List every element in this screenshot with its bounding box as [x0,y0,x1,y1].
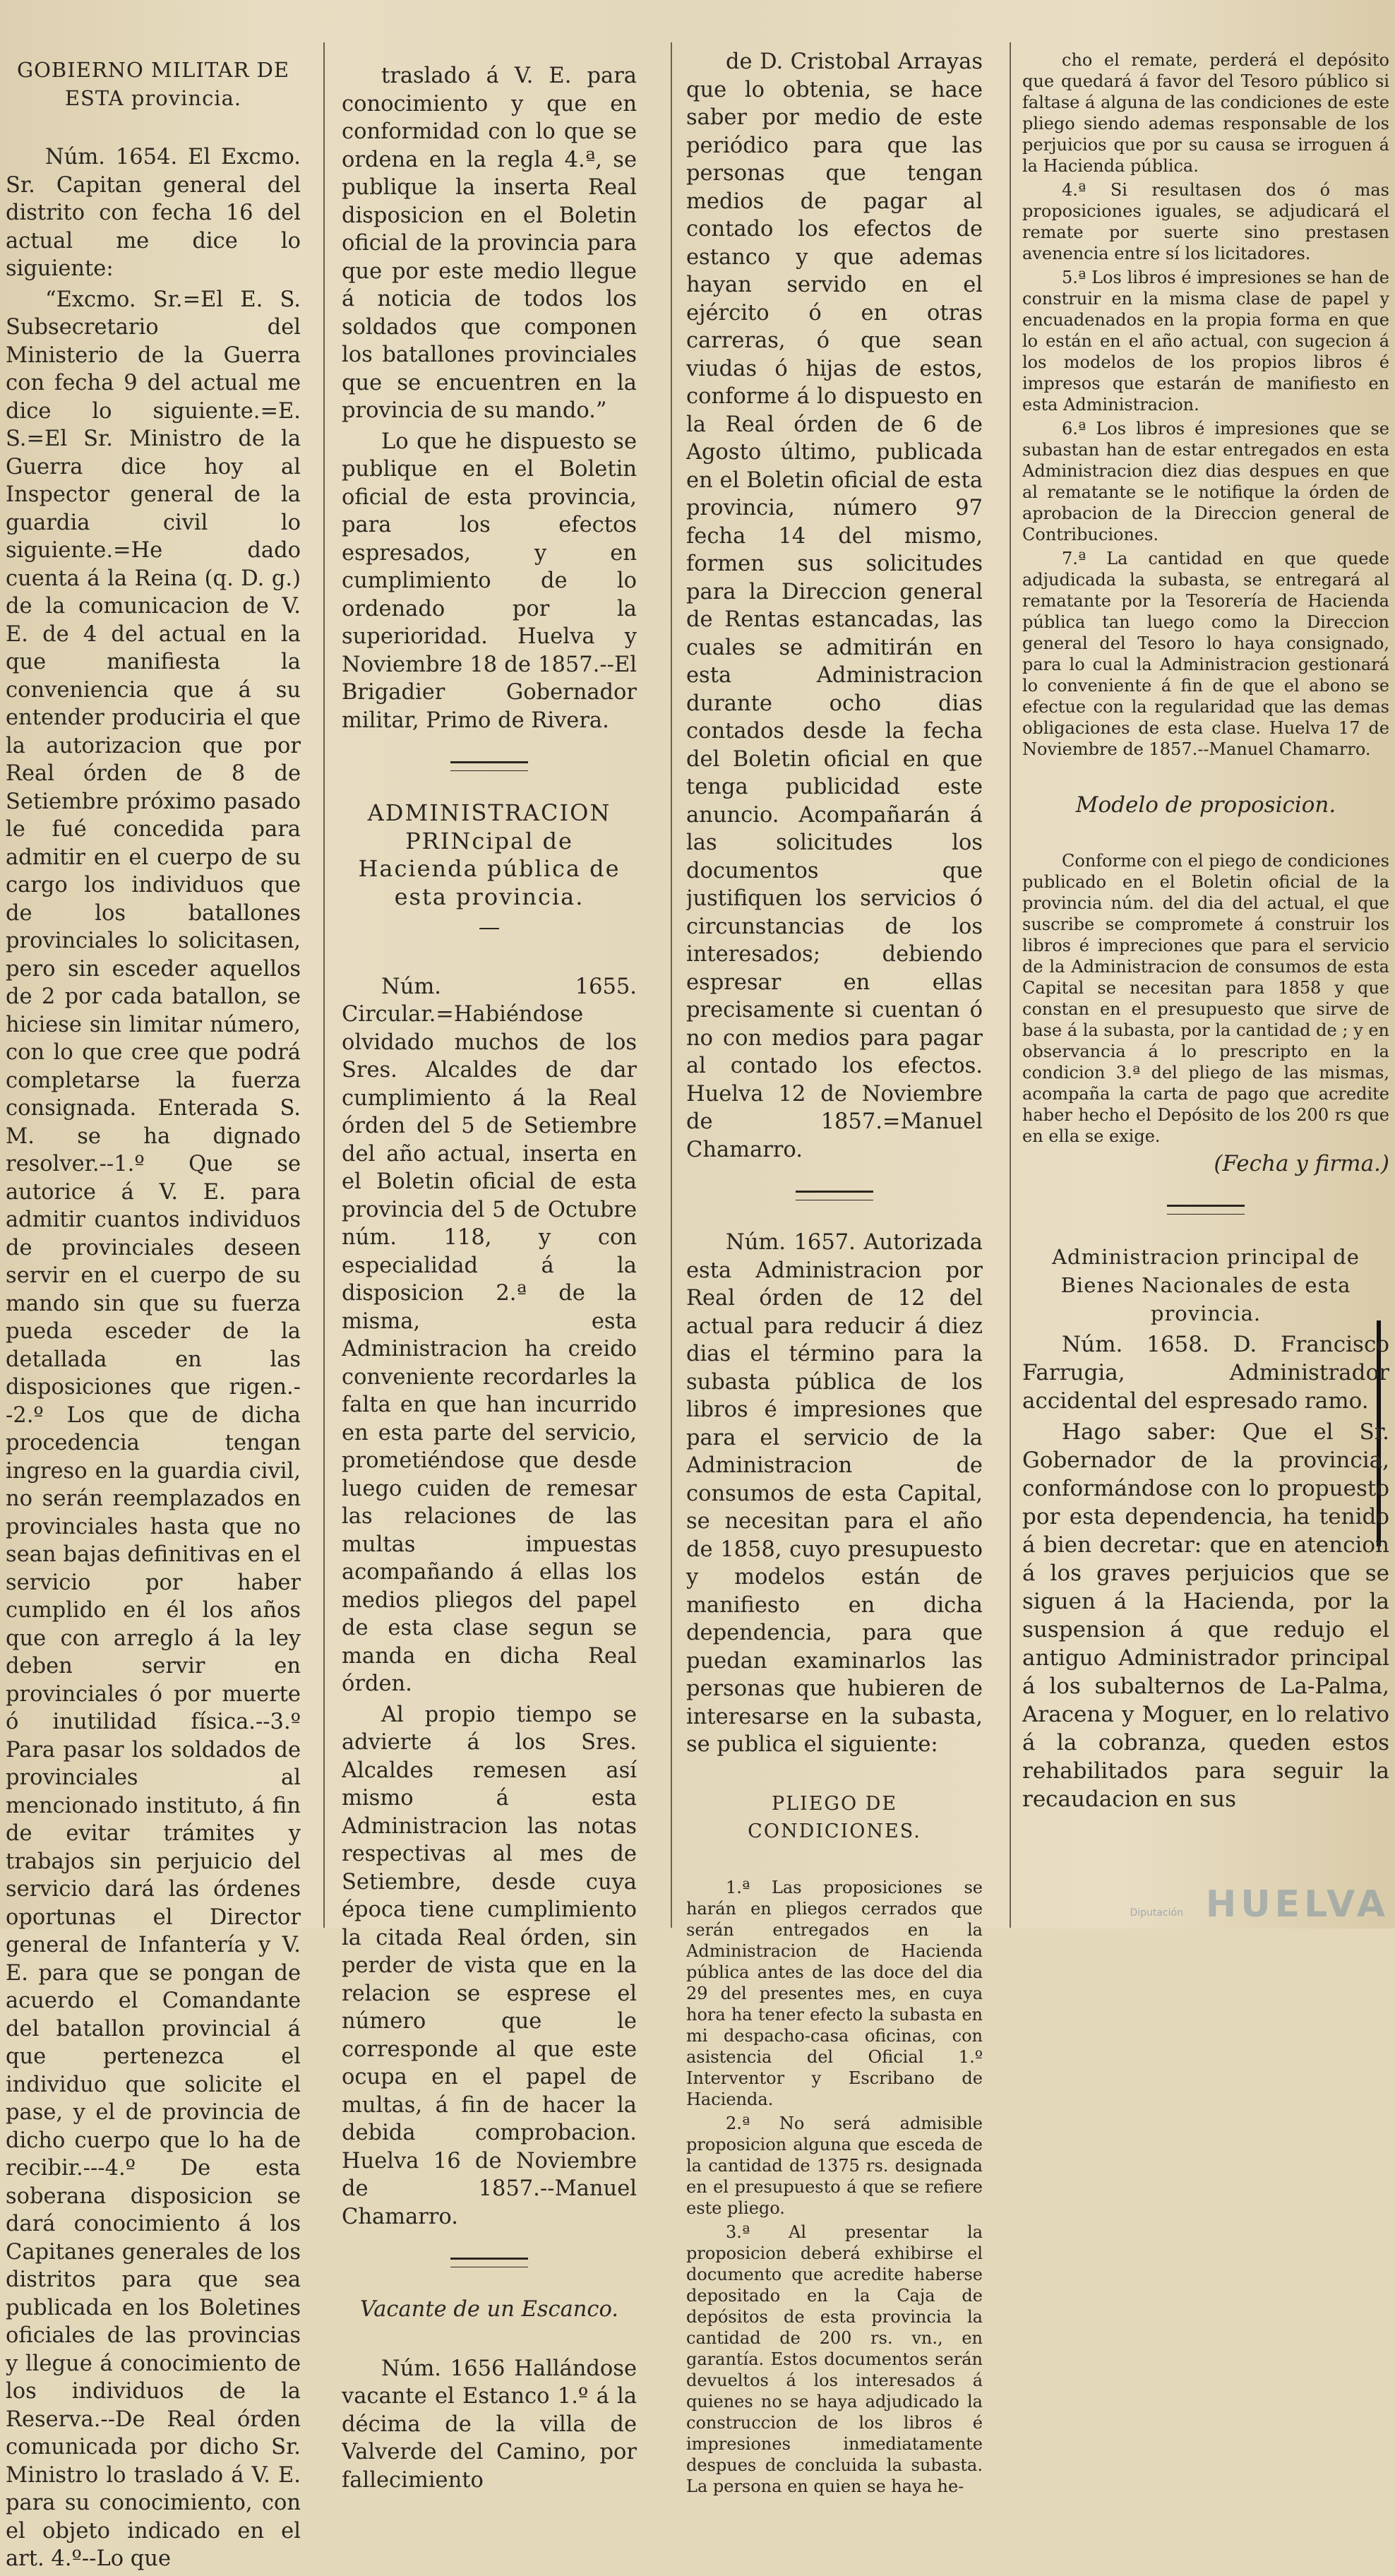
column-1 [6,56,301,2576]
notice-1654-body: “Excmo. Sr.=El E. S. Subsecretario del Ministerio de la Guerra con fecha 9 del actual me dice lo siguiente.=E. S.=El Sr. Ministro de la Guerra dice hoy al Inspector general de la guardia civil lo siguiente.=He dado cuenta á la Reina (q. D. g.) de la comunicacion de V. E. de 4 del actual en la que manifiesta la conveniencia que á su entender produciria el que la autorizacion que por Real órden de 8 de Setiembre próximo pasado le fué concedida para admitir en el cuerpo de su cargo los individuos que de los batallones provinciales lo solicitasen, pero sin esceder aquellos de 2 por cada batallon, se hiciese sin limitar número, con lo que cree que podrá completarse la fuerza consignada. Enterada S. M. se ha dignado resolver.--1.º Que se autorice á V. E. para admitir cuantos individuos de provinciales deseen servir en el cuerpo de su mando sin que su fuerza pueda esceder de la detallada en las disposiciones que rigen.--2.º Los que de dicha procedencia tengan ingreso en la guardia civil, no serán reemplazados en provinciales hasta que no sean bajas definitivas en el servicio por haber cumplido en él los años que con arreglo á la ley deben servir en provinciales ó por muerte ó inutilidad física.--3.º Para pasar los soldados de provinciales al mencionado instituto, á fin de evitar trámites y trabajos sin perjuicio del servicio dará las órdenes oportunas el Director general de Infantería y V. E. para que se pongan de acuerdo el Comandante del batallon provincial á que pertenezca el individuo que solicite el pase, y el de provincia de dicho cuerpo que lo ha de recibir.---4.º De esta soberana disposicion se dará conocimiento á los Capitanes generales de los distritos para que sea publicada en los Boletines oficiales de las provincias y llegue á conocimiento de los individuos de la Reserva.--De Real órden comunicada por dicho Sr. Ministro lo traslado á V. E. para su conocimiento, con el objeto indicado en el art. 4.º--Lo que [6,287,301,2571]
condition-3-continued: cho el remate, perderá el depósito que quedará á favor del Tesoro público si faltase á alguna de las condiciones de este pliego siendo ademas responsable de los perjuicios que por su causa se irroguen á la Hacienda pública. [1022,50,1389,176]
section-divider [450,761,528,771]
notice-1655-advice: Al propio tiempo se advierte á los Sres. Alcaldes remesen así mismo á esta Administracion las notas respectivas al mes de Setiembre, desde cuya época tiene cumplimiento la citada Real órden, sin perder de vista que en la relacion se esprese el número que le corresponde al que este ocupa en el papel de multas, á fin de hacer la debida comprobacion. Huelva 16 de Noviembre de 1857.--Manuel Chamarro. [342,1702,637,2229]
notice-1654-intro: Núm. 1654. El Excmo. Sr. Capitan general del distrito con fecha 16 del actual me dice lo siguiente: [6,145,301,281]
column-3 [686,48,983,2500]
condition-3: 3.ª Al presentar la proposicion deberá exhibirse el documento que acredite haberse depositado en la Caja de depósitos de esta provincia la cantidad de 200 rs. vn., en garantía. Estos documentos serán devueltos á los interesados á quienes no se haya adjudicado la construccion de los libros é impresiones inmediatamente despues de concluida la subasta. La persona en quien se haya he- [686,2222,983,2496]
notice-1656-continued: de D. Cristobal Arrayas que lo obtenia, se hace saber por medio de este periódico para que las personas que tengan medios de pagar al contado los efectos de estanco y que ademas hayan servido en el ejército ó en otras carreras, ó que sean viudas ó hijas de estos, conforme á lo dispuesto en la Real órden de 6 de Agosto último, publicada en el Boletin oficial de esta provincia, número 97 fecha 14 del mismo, formen sus solicitudes para la Direccion general de Rentas estancadas, las cuales se admitirán en esta Administracion durante ocho dias contados desde la fecha del Boletin oficial en que tenga publicidad este anuncio. Acompañarán á las solicitudes los documentos que justifiquen los servicios ó circunstancias de los interesados; debiendo espresar en ellas precisamente si cuentan ó no con medios para pagar al contado los efectos. Huelva 12 de Noviembre de 1857.=Manuel Chamarro. [686,49,983,1162]
notice-1655-circular: Núm. 1655. Circular.=Habiéndose olvidado muchos de los Sres. Alcaldes de dar cumplimiento á la Real órden del 5 de Setiembre del año actual, inserta en el Boletin oficial de esta provincia del 5 de Octubre núm. 118, y con especialidad á la disposicion 2.ª de la misma, esta Administracion ha creido conveniente recordarles la falta en que han incurrido en esta parte del servicio, prometiéndose que desde luego cuiden de remesar las relaciones de las multas impuestas acompañando á ellas los medios pliegos del papel de esta clase segun se manda en dicha Real órden. [342,974,637,1696]
heading-pliego: PLIEGO DE CONDICIONES. [748,1792,921,1842]
signature-line: (Fecha y firma.) [1214,1151,1389,1176]
section-divider [1167,1205,1245,1215]
notice-1654-continued: traslado á V. E. para conocimiento y que en conformidad con lo que se ordena en la regla 4.ª, se publique la inserta Real disposicion en el Boletin oficial de la provincia para que por este medio llegue á noticia de todos los soldados que componen los batallones provinciales que se encuentren en la provincia de su mando.” [342,64,637,423]
column-rule-3 [1010,42,1011,1928]
subheading-vacante: Vacante de un Escanco. [360,2297,618,2322]
notice-1658-body: Hago saber: Que el Sr. Gobernador de la provincia, conformándose con lo propuesto por esta dependencia, ha tenido á bien decretar: que en atencion á los graves perjuicios que se siguen á la Hacienda, por la suspension á que redujo el antiguo Administrador principal á los subalternos de La-Palma, Aracena y Moguer, en lo relativo á la cobranza, queden estos rehabilitados para seguir la recaudacion en sus [1022,1419,1389,1812]
notice-1658-intro: Núm. 1658. D. Francisco Farrugia, Administrador accidental del espresado ramo. [1022,1332,1389,1414]
column-rule-1 [323,42,325,1928]
heading-dash: — [478,915,501,940]
condition-4: 4.ª Si resultasen dos ó mas proposiciones iguales, se adjudicará el remate por suerte sino prestasen avenencia entre sí los licitadores. [1022,180,1389,263]
condition-6: 6.ª Los libros é impresiones que se subastan han de estar entregados en esta Administracion diez dias despues en que al rematante se le notifique la órden de aprobacion de la Direccion general de Contribuciones. [1022,419,1389,544]
condition-7: 7.ª La cantidad en que quede adjudicada la subasta, se entregará al rematante por la Tesorería de Hacienda pública tan luego como la Direccion general del Tesoro lo haya consignado, para lo cual la Administracion gestionará lo conveniente á fin de que el abono se efectue con la regularidad que las demas obligaciones de esta clase. Huelva 17 de Noviembre de 1857.--Manuel Chamarro. [1022,549,1389,759]
model-proposal-text: Conforme con el piego de condiciones publicado en el Boletin oficial de la provincia núm. del dia del actual, el que suscribe se compromete á construir los libros é impreciones que para el servicio de la Administracion de consumos de esta Capital se necesitan para 1858 y que constan en el presupuesto que sirve de base á la subasta, por la cantidad de ; y en observancia á lo prescripto en la condicion 3.ª del pliego de las mismas, acompaña la carta de pago que acredite haber hecho el Depósito de los 200 rs que en ella se exige. [1022,851,1389,1146]
section-heading-bienes: Administracion principal de Bienes Nacionales de esta provincia. [1052,1245,1360,1325]
heading-modelo: Modelo de proposicion. [1075,792,1336,818]
condition-5: 5.ª Los libros é impresiones se han de construir en la misma clase de papel y encuadenados en la propia forma en que lo están en el año actual, con sugecion á los modelos de los propios libros é impresos que estarán de manifiesto en esta Administracion. [1022,268,1389,415]
column-4 [1022,49,1389,1816]
column-rule-2 [671,42,672,1928]
notice-1657: Núm. 1657. Autorizada esta Administracion por Real órden de 12 del actual para reducir á diez dias el término para la subasta pública de los libros é impresiones que para el servicio de la Administracion de consumos de esta Capital, se necesitan para el año de 1858, cuyo presupuesto y modelos están de manifiesto en dicha dependencia, para que puedan examinarlos las personas que hubieren de interesarse en la subasta, se publica el siguiente: [686,1230,983,1757]
section-divider [450,2258,528,2267]
notice-1656: Núm. 1656 Hallándose vacante el Estanco 1.º á la décima de la villa de Valverde del Camino, por fallecimiento [342,2356,637,2493]
watermark-small: Diputación [1130,1907,1183,1919]
column-2 [342,62,637,2497]
notice-1654-closing: Lo que he dispuesto se publique en el Boletin oficial de esta provincia, para los efectos espresados, y en cumplimiento de lo ordenado por la superioridad. Huelva y Noviembre 18 de 1857.--El Brigadier Gobernador militar, Primo de Rivera. [342,429,637,733]
section-heading-gobierno: GOBIERNO MILITAR DE ESTA provincia. [16,58,290,110]
condition-1: 1.ª Las proposiciones se harán en pliegos cerrados que serán entregados en la Administracion de Hacienda pública antes de las doce del dia 29 del presentes mes, en cuya hora ha tener efecto la subasta en mi despacho-casa oficinas, con asistencia del Oficial 1.º Interventor y Escribano de Hacienda. [686,1877,983,2109]
condition-2: 2.ª No será admisible proposicion alguna que esceda de la cantidad de 1375 rs. designada en el presupuesto á que se refiere este pliego. [686,2113,983,2218]
watermark-huelva: HUELVA [1205,1883,1389,1926]
section-heading-hacienda: ADMINISTRACION PRINcipal de Hacienda pública de esta provincia. [358,799,621,910]
section-divider [796,1191,873,1200]
